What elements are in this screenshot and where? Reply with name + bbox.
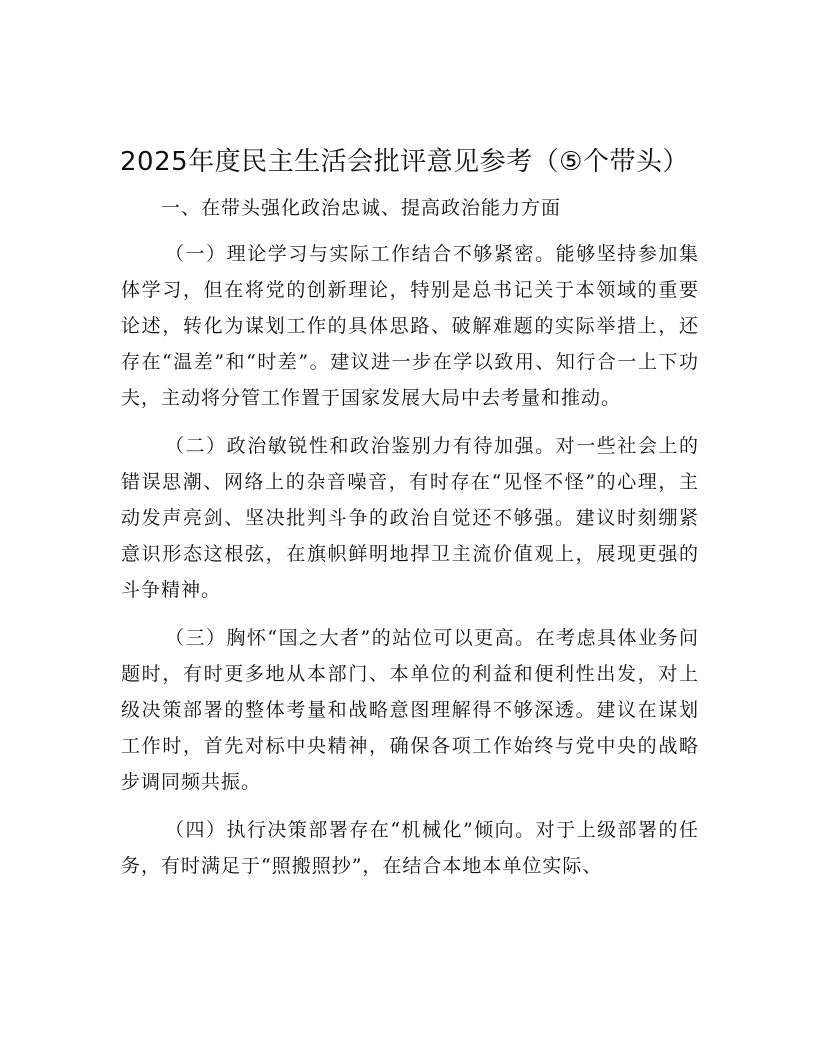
paragraph-3: （三）胸怀“国之大者”的站位可以更高。在考虑具体业务问题时，有时更多地从本部门、本单位的利益和便利性出发，对上级决策部署的整体考量和战略意图理解得不够深透。建议在谋划工作时，首先对标中央精神，确保各项工作始终与党中央的战略步调同频共振。 [121,627,699,793]
section-heading: 一、在带头强化政治忠诚、提高政治能力方面 [161,197,562,219]
paragraph-1: （一）理论学习与实际工作结合不够紧密。能够坚持参加集体学习，但在将党的创新理论，特别是总书记关于本领域的重要论述，转化为谋划工作的具体思路、破解难题的实际举措上，还存在“温差”和“时差”。建议进一步在学以致用、知行合一上下功夫，主动将分管工作置于国家发展大局中去考量和推动。 [121,243,699,409]
paragraph-4: （四）执行决策部署存在“机械化”倾向。对于上级部署的任务，有时满足于“照搬照抄”，在结合本地本单位实际、 [121,819,699,877]
document-body [121,190,699,896]
document-title: 2025年度民主生活会批评意见参考（⑤个带头） [120,147,689,177]
paragraph-2: （二）政治敏锐性和政治鉴别力有待加强。对一些社会上的错误思潮、网络上的杂音噪音，有时存在“见怪不怪”的心理，主动发声亮剑、坚决批判斗争的政治自觉还不够强。建议时刻绷紧意识形态这根弦，在旗帜鲜明地捍卫主流价值观上，展现更强的斗争精神。 [121,435,699,601]
